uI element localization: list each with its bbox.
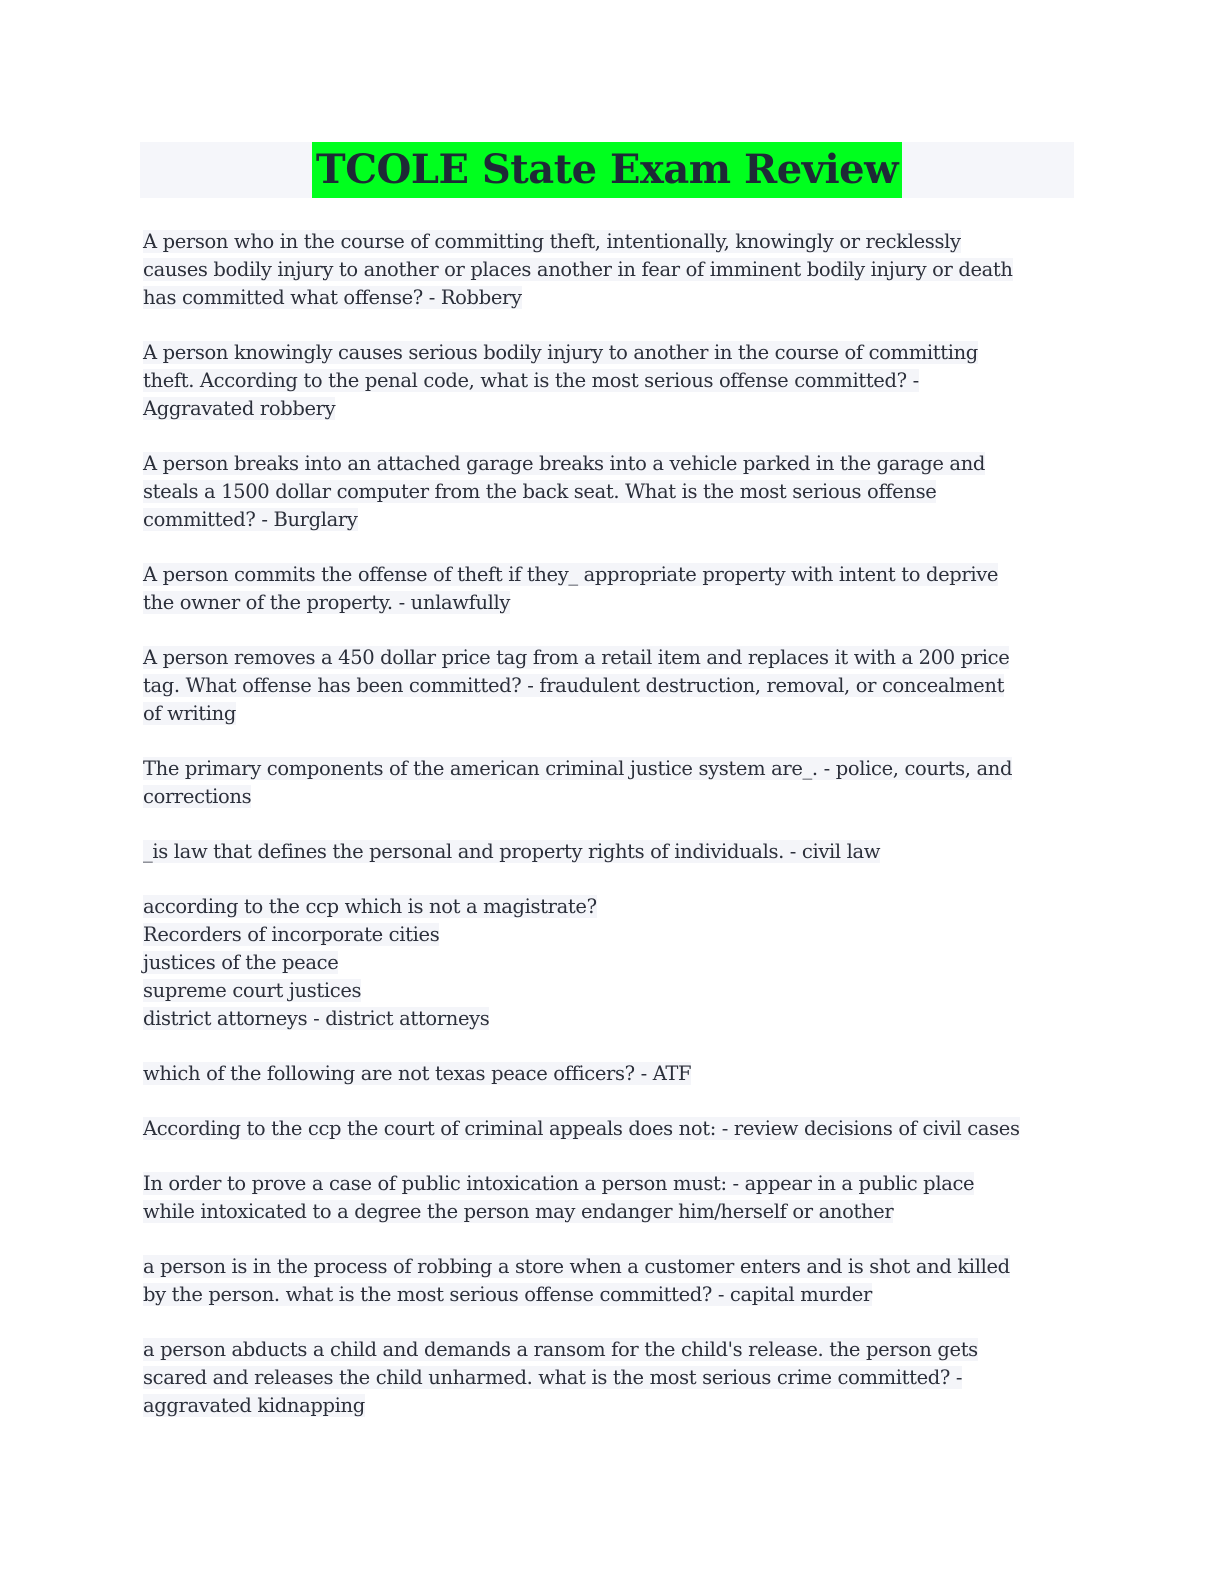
- qa-line: [143, 395, 1074, 423]
- qa-line: [143, 1281, 1074, 1309]
- qa-list: [140, 228, 1074, 1420]
- qa-item: [143, 1060, 1074, 1088]
- qa-line-text: supreme court justices: [143, 979, 362, 1002]
- qa-line: [143, 838, 1074, 866]
- qa-line: [143, 1115, 1074, 1143]
- qa-line: [143, 1198, 1074, 1226]
- qa-line-text: by the person. what is the most serious offense committed? - capital murder: [143, 1283, 872, 1306]
- qa-item: [143, 1115, 1074, 1143]
- qa-line-text: causes bodily injury to another or places another in fear of imminent bodily injury or death: [143, 258, 1013, 281]
- qa-item: [143, 838, 1074, 866]
- qa-line: [143, 783, 1074, 811]
- qa-line: [143, 949, 1074, 977]
- qa-line-text: According to the ccp the court of criminal appeals does not: - review decisions of civil cases: [143, 1117, 1020, 1140]
- qa-line: [143, 893, 1074, 921]
- qa-line-text: aggravated kidnapping: [143, 1394, 365, 1417]
- qa-line: [143, 228, 1074, 256]
- qa-line-text: of writing: [143, 702, 237, 725]
- qa-line-text: tag. What offense has been committed? - fraudulent destruction, removal, or concealment: [143, 674, 1005, 697]
- qa-item: [143, 450, 1074, 534]
- qa-line-text: a person abducts a child and demands a ransom for the child's release. the person gets: [143, 1338, 978, 1361]
- qa-line: [143, 478, 1074, 506]
- qa-line: [143, 1060, 1074, 1088]
- qa-line: [143, 284, 1074, 312]
- title-band: [140, 142, 1074, 198]
- qa-line: [143, 506, 1074, 534]
- qa-line-text: steals a 1500 dollar computer from the back seat. What is the most serious offense: [143, 480, 937, 503]
- qa-line: [143, 1392, 1074, 1420]
- qa-line: [143, 561, 1074, 589]
- qa-item: [143, 755, 1074, 811]
- qa-line-text: The primary components of the american criminal justice system are_. - police, courts, and: [143, 757, 1013, 780]
- qa-line-text: A person knowingly causes serious bodily injury to another in the course of committing: [143, 341, 978, 364]
- qa-item: [143, 893, 1074, 1033]
- qa-line-text: A person who in the course of committing theft, intentionally, knowingly or recklessly: [143, 230, 961, 253]
- qa-line: [143, 450, 1074, 478]
- qa-line: [143, 1005, 1074, 1033]
- qa-line: [143, 1253, 1074, 1281]
- qa-item: [143, 1170, 1074, 1226]
- qa-line: [143, 755, 1074, 783]
- qa-line-text: committed? - Burglary: [143, 508, 358, 531]
- qa-line: [143, 1170, 1074, 1198]
- qa-item: [143, 561, 1074, 617]
- qa-line: [143, 672, 1074, 700]
- qa-item: [143, 1253, 1074, 1309]
- qa-line: [143, 977, 1074, 1005]
- qa-line: [143, 644, 1074, 672]
- qa-line-text: scared and releases the child unharmed. what is the most serious crime committed? -: [143, 1366, 963, 1389]
- qa-item: [143, 644, 1074, 728]
- qa-line-text: according to the ccp which is not a magistrate?: [143, 895, 597, 918]
- qa-line: [143, 700, 1074, 728]
- qa-line-text: _is law that defines the personal and property rights of individuals. - civil law: [143, 840, 881, 863]
- qa-line: [143, 1336, 1074, 1364]
- qa-line-text: A person breaks into an attached garage breaks into a vehicle parked in the garage and: [143, 452, 986, 475]
- qa-line-text: the owner of the property. - unlawfully: [143, 591, 511, 614]
- qa-line-text: A person commits the offense of theft if they_ appropriate property with intent to deprive: [143, 563, 999, 586]
- qa-line-text: has committed what offense? - Robbery: [143, 286, 522, 309]
- qa-item: [143, 339, 1074, 423]
- document-title: TCOLE State Exam Review: [312, 142, 902, 198]
- qa-line-text: Recorders of incorporate cities: [143, 923, 440, 946]
- qa-line-text: In order to prove a case of public intoxication a person must: - appear in a public place: [143, 1172, 975, 1195]
- qa-line-text: district attorneys - district attorneys: [143, 1007, 490, 1030]
- qa-item: [143, 1336, 1074, 1420]
- qa-line: [143, 1364, 1074, 1392]
- qa-line-text: theft. According to the penal code, what is the most serious offense committed? -: [143, 369, 919, 392]
- qa-line-text: which of the following are not texas peace officers? - ATF: [143, 1062, 692, 1085]
- qa-line-text: a person is in the process of robbing a store when a customer enters and is shot and killed: [143, 1255, 1010, 1278]
- qa-line: [143, 339, 1074, 367]
- qa-line: [143, 921, 1074, 949]
- qa-line-text: corrections: [143, 785, 252, 808]
- qa-line-text: A person removes a 450 dollar price tag from a retail item and replaces it with a 200 price: [143, 646, 1010, 669]
- document-page: [140, 142, 1074, 1447]
- qa-line: [143, 367, 1074, 395]
- qa-line-text: Aggravated robbery: [143, 397, 336, 420]
- qa-line-text: justices of the peace: [143, 951, 339, 974]
- qa-line: [143, 256, 1074, 284]
- qa-line: [143, 589, 1074, 617]
- qa-item: [143, 228, 1074, 312]
- qa-line-text: while intoxicated to a degree the person may endanger him/herself or another: [143, 1200, 894, 1223]
